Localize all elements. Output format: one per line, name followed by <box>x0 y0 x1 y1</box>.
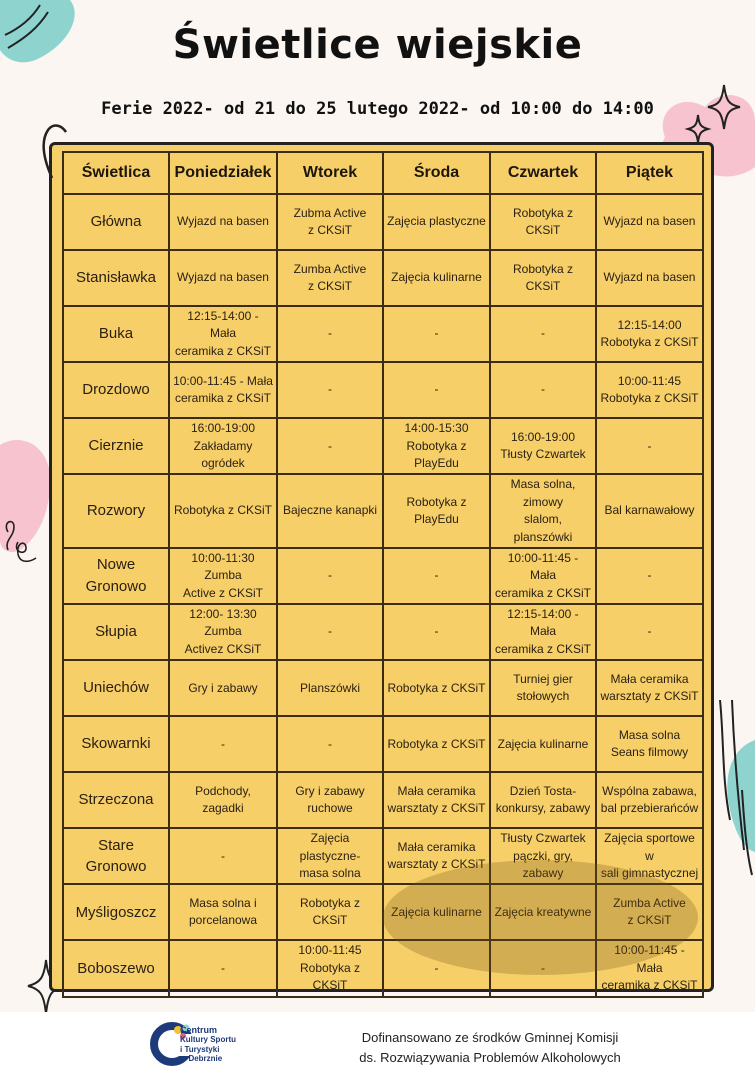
activity-cell: Planszówki <box>277 660 383 716</box>
table-row <box>63 660 703 716</box>
activity-cell: Gry i zabawy <box>169 660 277 716</box>
activity-cell: - <box>277 604 383 660</box>
activity-cell: Turniej gier stołowych <box>490 660 596 716</box>
teal-blob-right <box>712 700 755 880</box>
logo-text <box>180 1025 236 1063</box>
activity-cell: 10:00-11:45 - Mała ceramika z CKSiT <box>596 940 703 996</box>
activity-cell: Zajęcia sportowe w sali gimnastycznej <box>596 828 703 884</box>
location-cell: Boboszewo <box>63 940 169 996</box>
table-row <box>63 474 703 548</box>
table-row <box>63 884 703 940</box>
activity-cell: - <box>277 418 383 474</box>
table-row <box>63 828 703 884</box>
activity-cell: Masa solna, zimowy slalom, planszówki <box>490 474 596 548</box>
activity-cell: 10:00-11:45 Robotyka z CKSiT <box>277 940 383 996</box>
header-cell: Poniedziałek <box>169 152 277 194</box>
logo-line: w Debrznie <box>180 1053 223 1063</box>
header-cell: Świetlica <box>63 152 169 194</box>
location-cell: Buka <box>63 306 169 362</box>
activity-cell: 12:00- 13:30 Zumba Activez CKSiT <box>169 604 277 660</box>
activity-cell: - <box>277 548 383 604</box>
logo-name: Centrum <box>180 1025 218 1035</box>
activity-cell: - <box>169 716 277 772</box>
activity-cell: - <box>169 828 277 884</box>
activity-cell: 16:00-19:00 Tłusty Czwartek <box>490 418 596 474</box>
header-cell: Wtorek <box>277 152 383 194</box>
activity-cell: - <box>383 604 490 660</box>
funding-note <box>280 1028 700 1068</box>
activity-cell: Robotyka z CKSiT <box>383 660 490 716</box>
activity-cell: - <box>596 604 703 660</box>
activity-cell: Mała ceramika warsztaty z CKSiT <box>383 828 490 884</box>
table-row <box>63 194 703 250</box>
activity-cell: Robotyka z PlayEdu <box>383 474 490 548</box>
activity-cell: 10:00-11:45 - Mała ceramika z CKSiT <box>169 362 277 418</box>
header-cell: Czwartek <box>490 152 596 194</box>
logo-line: Kultury Sportu <box>180 1035 236 1045</box>
activity-cell: - <box>383 306 490 362</box>
location-cell: Rozwory <box>63 474 169 548</box>
activity-cell: Robotyka z CKSiT <box>490 250 596 306</box>
activity-cell: - <box>490 940 596 996</box>
location-cell: Słupia <box>63 604 169 660</box>
activity-cell: Zumba Active z CKSiT <box>277 250 383 306</box>
activity-cell: Gry i zabawy ruchowe <box>277 772 383 828</box>
table-row <box>63 772 703 828</box>
activity-cell: Zubma Active z CKSiT <box>277 194 383 250</box>
table-row <box>63 362 703 418</box>
schedule-table <box>62 151 704 998</box>
table-row <box>63 306 703 362</box>
location-cell: Strzeczona <box>63 772 169 828</box>
table-row <box>63 418 703 474</box>
activity-cell: - <box>490 306 596 362</box>
header-cell: Środa <box>383 152 490 194</box>
activity-cell: Wyjazd na basen <box>169 194 277 250</box>
activity-cell: Dzień Tosta- konkursy, zabawy <box>490 772 596 828</box>
activity-cell: Wyjazd na basen <box>596 250 703 306</box>
activity-cell: Robotyka z CKSiT <box>277 884 383 940</box>
header-row <box>63 152 703 194</box>
table-row <box>63 716 703 772</box>
funding-line: ds. Rozwiązywania Problemów Alkoholowych <box>359 1050 621 1066</box>
page-title: Świetlice wiejskie <box>172 22 583 68</box>
activity-cell: Bal karnawałowy <box>596 474 703 548</box>
activity-cell: Bajeczne kanapki <box>277 474 383 548</box>
activity-cell: Robotyka z CKSiT <box>383 716 490 772</box>
activity-cell: - <box>490 362 596 418</box>
activity-cell: Zajęcia kulinarne <box>383 250 490 306</box>
activity-cell: 14:00-15:30 Robotyka z PlayEdu <box>383 418 490 474</box>
location-cell: Stanisławka <box>63 250 169 306</box>
activity-cell: Robotyka z CKSiT <box>490 194 596 250</box>
activity-cell: Zajęcia kulinarne <box>490 716 596 772</box>
location-cell: Drozdowo <box>63 362 169 418</box>
activity-cell: - <box>383 940 490 996</box>
activity-cell: Zajęcia plastyczne- masa solna <box>277 828 383 884</box>
activity-cell: Podchody, zagadki <box>169 772 277 828</box>
activity-cell: 12:15-14:00 - Mała ceramika z CKSiT <box>169 306 277 362</box>
location-cell: Cierznie <box>63 418 169 474</box>
activity-cell: 10:00-11:45 Robotyka z CKSiT <box>596 362 703 418</box>
logo-line: i Turystyki <box>180 1044 220 1054</box>
activity-cell: 10:00-11:30 Zumba Active z CKSiT <box>169 548 277 604</box>
table-row <box>63 604 703 660</box>
activity-cell: - <box>277 716 383 772</box>
activity-cell: Zajęcia kreatywne <box>490 884 596 940</box>
activity-cell: - <box>169 940 277 996</box>
location-cell: Skowarnki <box>63 716 169 772</box>
activity-cell: Zumba Active z CKSiT <box>596 884 703 940</box>
activity-cell: - <box>277 306 383 362</box>
location-cell: Nowe Gronowo <box>63 548 169 604</box>
activity-cell: - <box>383 548 490 604</box>
page-subtitle: Ferie 2022- od 21 do 25 lutego 2022- od 10:00 do 14:00 <box>101 99 654 119</box>
activity-cell: Wspólna zabawa, bal przebierańców <box>596 772 703 828</box>
activity-cell: 10:00-11:45 - Mała ceramika z CKSiT <box>490 548 596 604</box>
activity-cell: Zajęcia kulinarne <box>383 884 490 940</box>
location-cell: Myśligoszcz <box>63 884 169 940</box>
activity-cell: 12:15-14:00 Robotyka z CKSiT <box>596 306 703 362</box>
activity-cell: Wyjazd na basen <box>169 250 277 306</box>
location-cell: Uniechów <box>63 660 169 716</box>
activity-cell: 16:00-19:00 Zakładamy ogródek <box>169 418 277 474</box>
location-cell: Główna <box>63 194 169 250</box>
activity-cell: - <box>277 362 383 418</box>
activity-cell: 12:15-14:00 - Mała ceramika z CKSiT <box>490 604 596 660</box>
activity-cell: Mała ceramika warsztaty z CKSiT <box>596 660 703 716</box>
activity-cell: Mała ceramika warsztaty z CKSiT <box>383 772 490 828</box>
table-row <box>63 548 703 604</box>
location-cell: Stare Gronowo <box>63 828 169 884</box>
activity-cell: - <box>383 362 490 418</box>
activity-cell: Masa solna Seans filmowy <box>596 716 703 772</box>
activity-cell: - <box>596 418 703 474</box>
activity-cell: Zajęcia plastyczne <box>383 194 490 250</box>
table-row <box>63 250 703 306</box>
activity-cell: Tłusty Czwartek pączki, gry, zabawy <box>490 828 596 884</box>
activity-cell: Wyjazd na basen <box>596 194 703 250</box>
activity-cell: Masa solna i porcelanowa <box>169 884 277 940</box>
header-cell: Piątek <box>596 152 703 194</box>
activity-cell: - <box>596 548 703 604</box>
funding-line: Dofinansowano ze środków Gminnej Komisji <box>361 1030 619 1045</box>
activity-cell: Robotyka z CKSiT <box>169 474 277 548</box>
table-row <box>63 940 703 996</box>
